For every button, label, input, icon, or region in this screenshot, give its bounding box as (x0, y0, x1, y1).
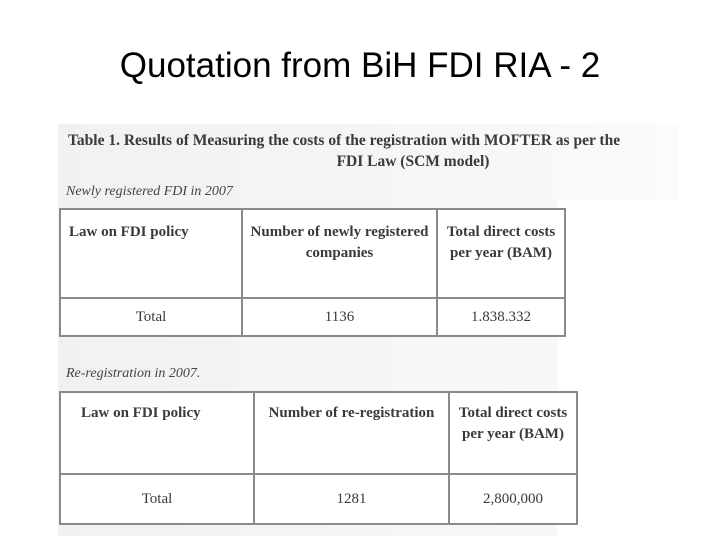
table-header-row (60, 209, 565, 298)
header-costs: Total direct costs per year (BAM) (449, 392, 577, 474)
table-reregistration (59, 391, 578, 525)
cell-costs: 1.838.332 (437, 298, 565, 336)
section-label-newly: Newly registered FDI in 2007 (66, 184, 233, 199)
header-law: Law on FDI policy (60, 209, 242, 298)
table-header-row (60, 392, 577, 474)
header-count: Number of re-registration (254, 392, 449, 474)
table-row (60, 298, 565, 336)
table-caption-line1: Table 1. Results of Measuring the costs of the registration with MOFTER as per the (68, 132, 621, 149)
cell-costs: 2,800,000 (449, 474, 577, 524)
section-label-reregistration: Re-registration in 2007. (66, 366, 201, 381)
slide-title: Quotation from BiH FDI RIA - 2 (119, 46, 601, 85)
table-caption-line2: FDI Law (SCM model) (336, 153, 490, 170)
cell-count: 1136 (242, 298, 437, 336)
table-caption (68, 130, 668, 172)
header-costs: Total direct costs per year (BAM) (437, 209, 565, 298)
header-count: Number of newly registered companies (242, 209, 437, 298)
table-row (60, 474, 577, 524)
header-law: Law on FDI policy (60, 392, 254, 474)
table-newly-registered (59, 208, 566, 337)
cell-total-label: Total (60, 298, 242, 336)
cell-total-label: Total (60, 474, 254, 524)
cell-count: 1281 (254, 474, 449, 524)
